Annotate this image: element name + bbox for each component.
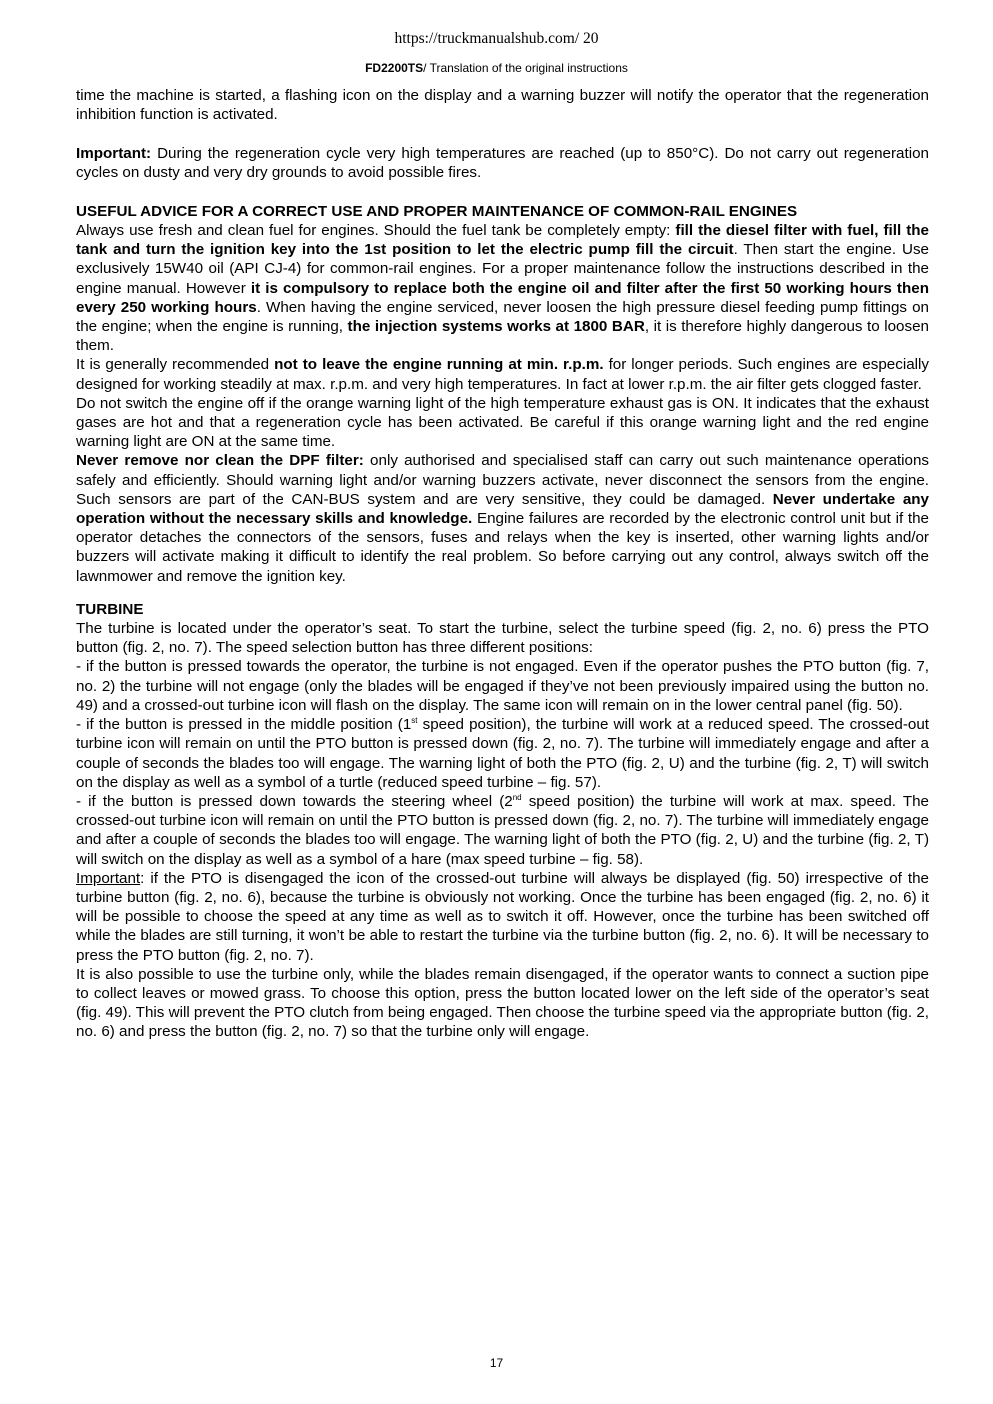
page-number: 17 [489, 1356, 504, 1370]
text-run: : if the PTO is disengaged the icon of the crossed-out turbine will always be displayed (fig. 50) irrespective of the turbine button (fig. 2, no. 6), because the turbine is obviously not working. Once the turbine has been engaged (fig. 2, no. 6) it will be possible to choose the speed at any time as well as to switch it off. However, once the turbine has been switched off while the blades are still turning, it won’t be able to restart the turbine via the turbine button (fig. 2, no. 6). It will be necessary to press the PTO button (fig. 2, no. 7). [76, 869, 929, 964]
turbine-paragraph-6: It is also possible to use the turbine only, while the blades remain disengaged, if the operator wants to connect a suction pipe to collect leaves or mowed grass. To choose this option, press the button located lower on the left side of the operator’s seat (fig. 49). This will prevent the PTO clutch from being engaged. Then choose the turbine speed via the appropriate button (fig. 2, no. 6) and press the button (fig. 2, no. 7) so that the turbine only will engage. [76, 965, 929, 1041]
text-run: speed position) the turbine will work at max. speed. The crossed-out turbine icon will remain on until the PTO button is pressed down (fig. 2, no. 7). The turbine will immediately engage and after a couple of seconds the blades too will engage. The warning light of both the PTO (fig. 2, U) and the turbine (fig. 2, T) will switch on the display as well as a symbol of a hare (max speed turbine – fig. 58). [76, 792, 929, 868]
source-url: https://truckmanualshub.com/ 20 [394, 30, 599, 47]
important-underlined-label: Important [76, 869, 141, 887]
bold-run: it is compulsory to replace both the engine oil and filter after the first 50 working hours then every 250 working hours [76, 279, 929, 316]
intro-continuation: time the machine is started, a flashing icon on the display and a warning buzzer will notify the operator that the regeneration inhibition function is activated. [76, 87, 929, 124]
text-run: Engine failures are recorded by the electronic control unit but if the operator detaches the connectors of the sensors, fuses and relays when the key is inserted, other warning lights and/or buzzers will activate making it difficult to identify the real problem. So before carrying out any control, always switch off the lawnmower and remove the ignition key. [76, 510, 929, 585]
bold-run: fill the diesel filter with fuel, fill the tank and turn the ignition key into the 1st position to let the electric pump fill the circuit [76, 222, 930, 259]
text-run: . When having the engine serviced, never loosen the high pressure diesel feeding pump fittings on the engine; when the engine is running, [76, 298, 930, 336]
text-run: - if the button is pressed in the middle position (1 [76, 716, 412, 734]
advice-heading: USEFUL ADVICE FOR A CORRECT USE AND PROPER MAINTENANCE OF COMMON-RAIL ENGINES [76, 202, 798, 220]
advice-paragraph-2 [76, 355, 929, 393]
important-text: During the regeneration cycle very high temperatures are reached (up to 850°C). Do not carry out regeneration cycles on dusty and very dry grounds to avoid possible fires. [76, 144, 929, 182]
document-title [0, 61, 993, 75]
turbine-paragraph-5 [76, 869, 929, 965]
important-note [76, 144, 929, 182]
text-run: speed position), the turbine will work at a reduced speed. The crossed-out turbine icon will remain on until the PTO button is pressed down (fig. 2, no. 7). The turbine will immediately engage and after a couple of seconds the blades too will engage. The warning light of both the PTO (fig. 2, U) and the turbine (fig. 2, T) will switch on the display as well as a symbol of a turtle (reduced speed turbine – fig. 57). [76, 716, 930, 791]
document-subtitle: / Translation of the original instructions [423, 61, 628, 75]
turbine-paragraph-3 [76, 715, 929, 792]
model-name: FD2200TS [365, 61, 424, 75]
advice-paragraph-4 [76, 451, 929, 585]
bold-run: not to leave the engine running at min. r.p.m. [274, 356, 604, 374]
text-run: , it is therefore highly dangerous to loosen them. [76, 318, 929, 355]
text-run: only authorised and specialised staff can carry out such maintenance operations safely and efficiently. Should warning light and/or warning buzzers activate, never disconnect the sensors from the engine. Such sensors are part of the CAN-BUS system and are very sensitive, they could be damaged. [76, 452, 930, 508]
superscript: st [411, 716, 418, 726]
bold-run: the injection systems works at 1800 BAR [347, 318, 645, 336]
text-run: . Then start the engine. Use exclusively 15W40 oil (API CJ-4) for common-rail engines. For a proper maintenance follow the instructions described in the engine manual. However [76, 241, 929, 297]
text-run: for longer periods. Such engines are especially designed for working steadily at max. r.p.m. and very high temperatures. In fact at lower r.p.m. the air filter gets clogged faster. [76, 356, 929, 393]
turbine-paragraph-1: The turbine is located under the operator’s seat. To start the turbine, select the turbine speed (fig. 2, no. 6) press the PTO button (fig. 2, no. 7). The speed selection button has three different positions: [76, 620, 929, 657]
important-label: Important: [76, 144, 152, 162]
turbine-paragraph-2: - if the button is pressed towards the operator, the turbine is not engaged. Even if the operator pushes the PTO button (fig. 7, no. 2) the turbine will not engage (only the blades will be engaged if they’ve not been previously impaired using the button no. 49) and a crossed-out turbine icon will flash on the display. The same icon will remain on in the lower central panel (fig. 50). [76, 658, 929, 714]
turbine-paragraph-4 [76, 792, 929, 869]
text-run: - if the button is pressed down towards the steering wheel (2 [76, 792, 513, 810]
advice-paragraph-3: Do not switch the engine off if the orange warning light of the high temperature exhaust gas is ON. It indicates that the exhaust gases are hot and that a regeneration cycle has been activated. Be careful if this orange warning light and the red engine warning light are ON at the same time. [76, 394, 929, 451]
advice-paragraph-1 [76, 221, 929, 355]
superscript: nd [512, 792, 522, 802]
bold-run: Never undertake any operation without the necessary skills and knowledge. [76, 490, 929, 528]
turbine-heading: TURBINE [76, 600, 144, 618]
page-content [76, 86, 929, 1042]
text-run: It is generally recommended [76, 356, 275, 374]
text-run: Always use fresh and clean fuel for engines. Should the fuel tank be completely empty: [76, 222, 676, 240]
bold-run: Never remove nor clean the DPF filter: [76, 452, 364, 470]
